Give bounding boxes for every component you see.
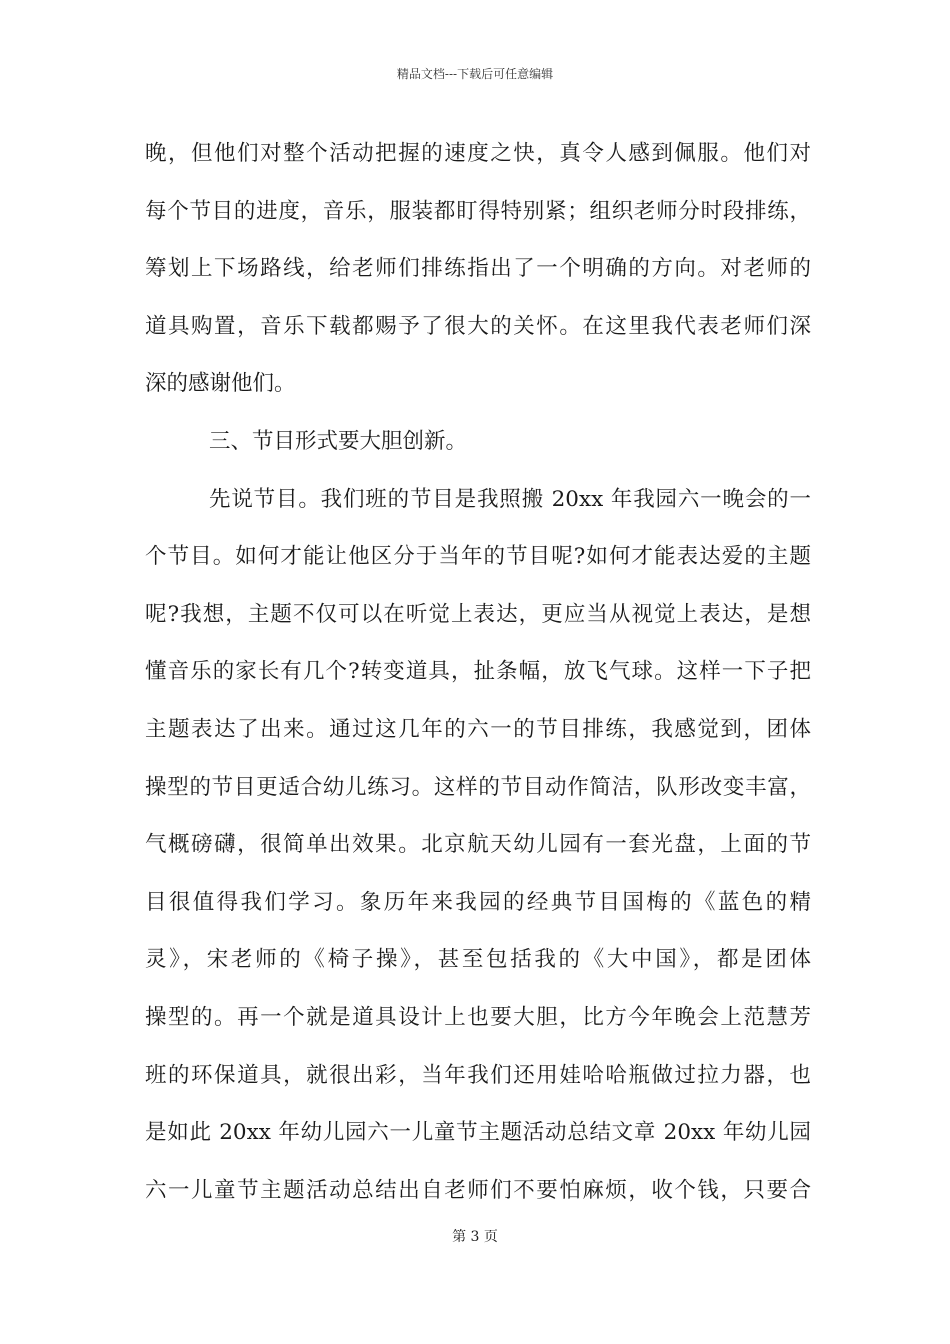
text-line: 懂音乐的家长有几个?转变道具，扯条幅，放飞气球。这样一下子把 — [145, 659, 811, 685]
text-line: 班的环保道具，就很出彩，当年我们还用娃哈哈瓶做过拉力器，也 — [145, 1062, 811, 1088]
text-line: 个节目。如何才能让他区分于当年的节目呢?如何才能表达爱的主题 — [145, 544, 811, 570]
document-body — [145, 132, 811, 1226]
text-line: 呢?我想，主题不仅可以在听觉上表达，更应当从视觉上表达，是想 — [145, 601, 811, 627]
text-line: 每个节目的进度，音乐，服装都盯得特别紧；组织老师分时段排练， — [145, 198, 811, 224]
text-line: 晚，但他们对整个活动把握的速度之快，真令人感到佩服。他们对 — [145, 141, 811, 166]
text-line: 操型的节目更适合幼儿练习。这样的节目动作简洁，队形改变丰富， — [145, 774, 811, 800]
text-line: 六一儿童节主题活动总结出自老师们不要怕麻烦，收个钱，只要合 — [145, 1177, 811, 1203]
text-line: 筹划上下场路线，给老师们排练指出了一个明确的方向。对老师的 — [145, 256, 811, 282]
text-line: 气概磅礴，很简单出效果。北京航天幼儿园有一套光盘，上面的节 — [145, 832, 811, 858]
text-line: 深的感谢他们。 — [145, 371, 296, 397]
text-line: 主题表达了出来。通过这几年的六一的节目排练，我感觉到，团体 — [145, 716, 811, 742]
text-line: 灵》，宋老师的《椅子操》，甚至包括我的《大中国》，都是团体 — [145, 947, 811, 973]
page-number: 第 3 页 — [452, 1229, 498, 1245]
text-line: 道具购置，音乐下载都赐予了很大的关怀。在这里我代表老师们深 — [145, 313, 811, 339]
text-line: 目很值得我们学习。象历年来我园的经典节目国梅的《蓝色的精 — [145, 889, 811, 915]
text-line: 是如此 20xx 年幼儿园六一儿童节主题活动总结文章 20xx 年幼儿园 — [145, 1120, 811, 1146]
section-heading: 三、节目形式要大胆创新。 — [209, 428, 468, 454]
text-line: 先说节目。我们班的节目是我照搬 20xx 年我园六一晚会的一 — [209, 486, 811, 512]
text-line: 操型的。再一个就是道具设计上也要大胆，比方今年晚会上范慧芳 — [145, 1004, 811, 1030]
page-header: 精品文档---下载后可任意编辑 — [396, 67, 554, 81]
